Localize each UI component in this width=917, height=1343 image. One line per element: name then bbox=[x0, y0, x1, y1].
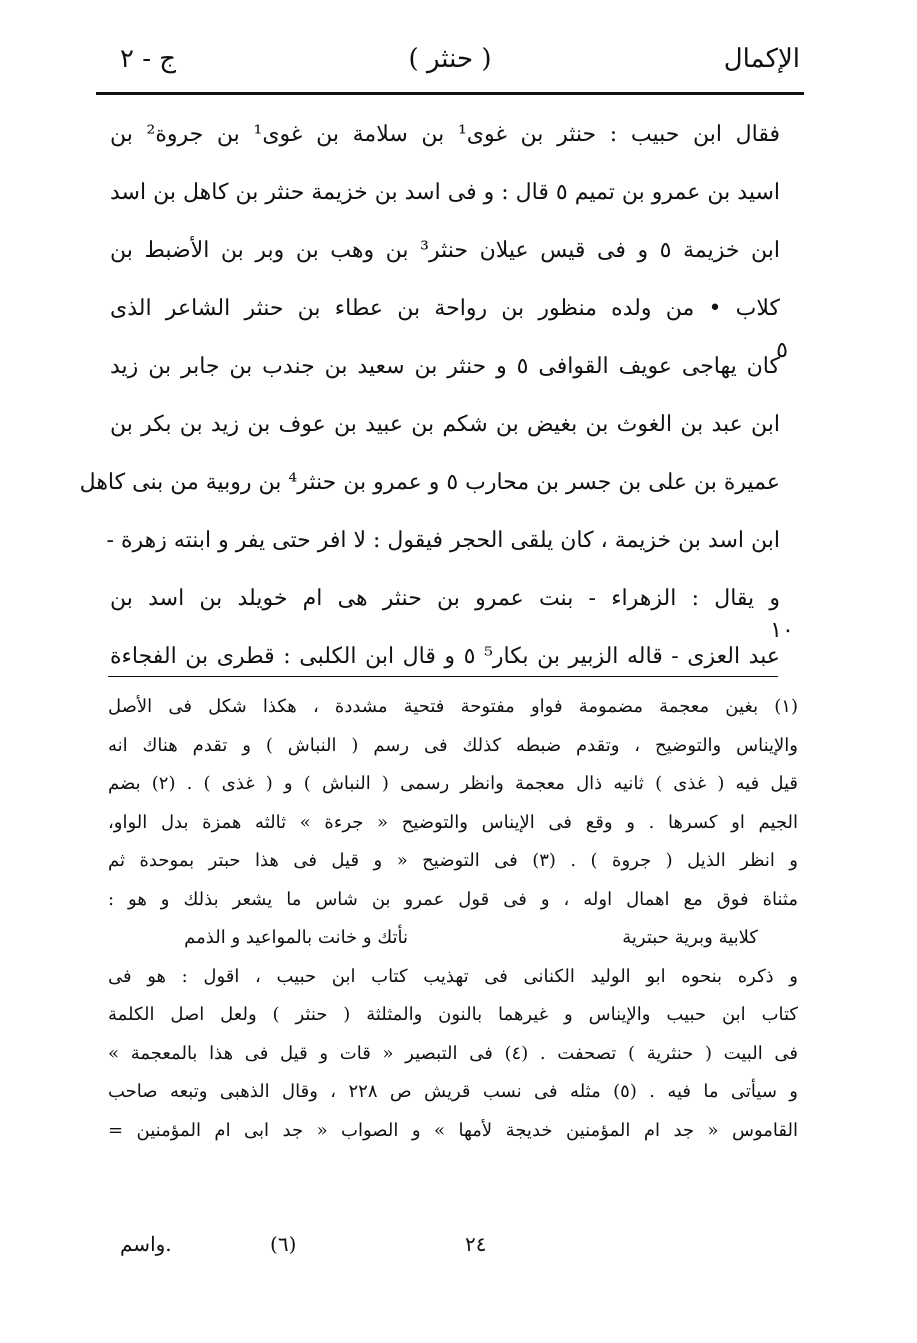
poetry-verse bbox=[108, 919, 798, 958]
footnote-line: و انظر الذيل ( جروة ) . (٣) فى التوضيح « و قيل فى هذا حبتر بموحدة ثم bbox=[108, 850, 798, 871]
text-line: اسيد بن عمرو بن تميم ٥ قال : و فى اسد بن خزيمة حنثر بن كاهل بن اسد bbox=[110, 180, 781, 205]
footnote-line: و سيأتى ما فيه . (٥) مثله فى نسب قريش ص ٢٢٨ ، وقال الذهبى وتبعه صاحب bbox=[108, 1081, 798, 1102]
footnote-line: قيل فيه ( غذى ) ثانيه ذال معجمة وانظر رسمى ( النباش ) و ( غذى ) . (٢) بضم bbox=[108, 773, 799, 794]
verse-first-hemistich: كلابية وبرية حبترية bbox=[622, 927, 758, 948]
text-line: كلاب • من ولده منظور بن رواحة بن عطاء بن حنثر الشاعر الذى bbox=[110, 296, 780, 321]
footnote-line: (١) بغين معجمة مضمومة فواو مفتوحة فتحية مشددة ، هكذا شكل فى الأصل bbox=[108, 696, 798, 717]
page-footer bbox=[100, 1232, 800, 1272]
entry-heading: ( حنثر ) bbox=[408, 44, 492, 74]
text-line: فقال ابن حبيب : حنثر بن غوى¹ بن سلامة بن غوى¹ بن جروة² بن bbox=[110, 122, 780, 147]
footnote-line: كتاب ابن حبيب والإيناس و غيرهما بالنون والمثلثة ( حنثر ) ولعل اصل الكلمة bbox=[108, 1004, 798, 1025]
footnote-line: الجيم او كسرها . و وقع فى الإيناس والتوضيح « جرءة » ثالثه همزة بدل الواو، bbox=[108, 811, 798, 833]
footnote-line: فى البيت ( حنثرية ) تصحفت . (٤) فى التبصير « قات و قيل فى هذا بالمعجمة » bbox=[108, 1042, 798, 1064]
footnote-reference: (٦) bbox=[270, 1232, 297, 1256]
catchword: واسم. bbox=[120, 1232, 172, 1256]
page-number: ٢٤ bbox=[465, 1232, 487, 1256]
footnote-divider bbox=[108, 676, 778, 677]
volume-label: ج - ٢ bbox=[120, 44, 177, 74]
page-header bbox=[100, 38, 800, 88]
header-divider bbox=[96, 92, 804, 95]
text-line: و يقال : الزهراء - بنت عمرو بن حنثر هى ام خويلد بن اسد بن bbox=[110, 586, 780, 611]
text-line: كان يهاجى عويف القوافى ٥ و حنثر بن سعيد بن جندب بن جابر بن زيد bbox=[110, 354, 780, 379]
text-line: ابن خزيمة ٥ و فى قيس عيلان حنثر³ بن وهب بن وبر بن الأضبط بن bbox=[110, 238, 781, 263]
footnote-line: و ذكره بنحوه ابو الوليد الكنانى فى تهذيب كتاب ابن حبيب ، اقول : هو فى bbox=[108, 965, 798, 987]
book-title: الإكمال bbox=[723, 44, 800, 74]
text-line: ابن اسد بن خزيمة ، كان يلقى الحجر فيقول : لا افر حتى يفر و ابنته زهرة - bbox=[106, 528, 780, 553]
text-line: عميرة بن على بن جسر بن محارب ٥ و عمرو بن حنثر⁴ بن روبية من بنى كاهل bbox=[79, 470, 780, 495]
main-text bbox=[79, 106, 781, 686]
footnote-line: والإيناس والتوضيح ، وتقدم ضبطه كذلك فى رسم ( النباش ) و تقدم هناك انه bbox=[108, 734, 798, 756]
text-line: عبد العزى - قاله الزبير بن بكار⁵ ٥ و قال ابن الكلبى : قطرى بن الفجاءة bbox=[110, 644, 780, 669]
verse-second-hemistich: نأتك و خانت بالمواعيد و الذمم bbox=[184, 927, 408, 948]
footnote-line: القاموس « جد ام المؤمنين خديجة لأمها » و الصواب « جد ابى ام المؤمنين = bbox=[108, 1119, 798, 1141]
line-number-5: ٥ bbox=[776, 338, 788, 363]
text-line: ابن عبد بن الغوث بن بغيض بن شكم بن عبيد بن عوف بن زيد بن بكر بن bbox=[110, 412, 780, 437]
footnote-line: مثناة فوق مع اهمال اوله ، و فى قول عمرو بن شاس ما يشعر بذلك و هو : bbox=[108, 888, 798, 910]
line-number-10: ١٠ bbox=[770, 618, 794, 643]
footnotes bbox=[108, 688, 798, 1150]
